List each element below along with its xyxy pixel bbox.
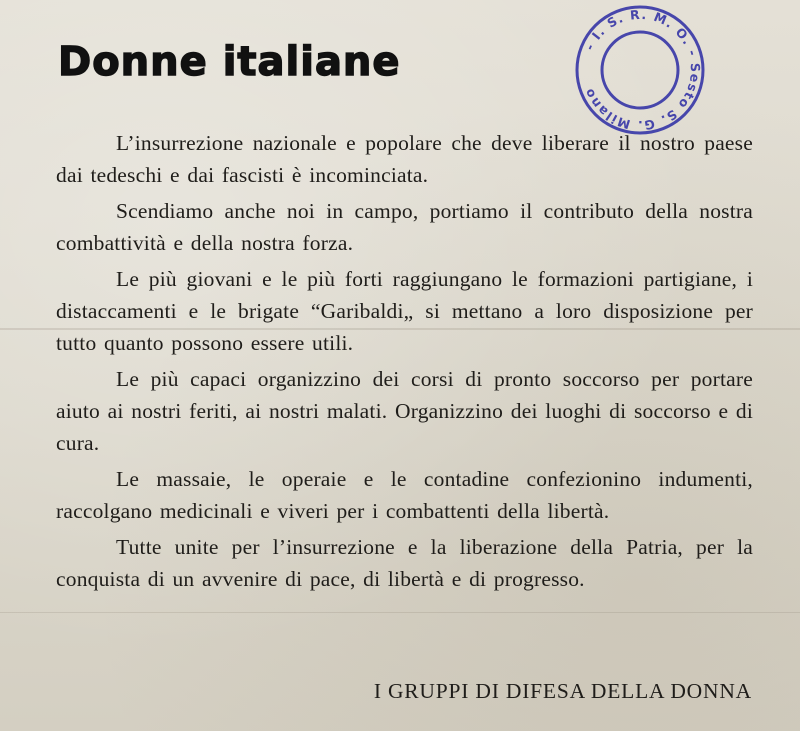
stamp-seal — [570, 0, 710, 140]
stamp-text: - I. S. R. M. O. - Sesto S. G. Milano — [580, 6, 704, 134]
svg-text:- I. S. R. M. O. - Sesto S. G. — [581, 7, 703, 133]
paragraph: Tutte unite per l’insurrezione e la liberazione della Patria, per la conquista di un avvenire di pace, di libertà e di progresso. — [56, 535, 753, 591]
signature-line: I GRUPPI DI DIFESA DELLA DONNA — [373, 679, 752, 703]
paragraph: Le più giovani e le più forti raggiungano le formazioni partigiane, i distaccamenti e le brigate “Garibaldi„ si mettano a loro disposizione per tutto quanto possono essere utili. — [56, 267, 753, 355]
paragraph: Le più capaci organizzino dei corsi di pronto soccorso per portare aiuto ai nostri feriti, ai nostri malati. Organizzino dei luoghi di soccorso e di cura. — [56, 367, 753, 455]
paper-crease — [0, 612, 800, 613]
archive-stamp — [570, 0, 710, 140]
leaflet-body — [56, 128, 753, 596]
paragraph: Le massaie, le operaie e le contadine confezionino indumenti, raccolgano medicinali e viveri per i combattenti della libertà. — [56, 466, 753, 523]
paragraph: Scendiamo anche noi in campo, portiamo il contributo della nostra combattività e della nostra forza. — [56, 199, 753, 255]
paragraph: L’insurrezione nazionale e popolare che deve liberare il nostro paese dai tedeschi e dai fascisti è incominciata. — [56, 131, 753, 187]
leaflet-title: Donne italiane — [58, 39, 401, 85]
